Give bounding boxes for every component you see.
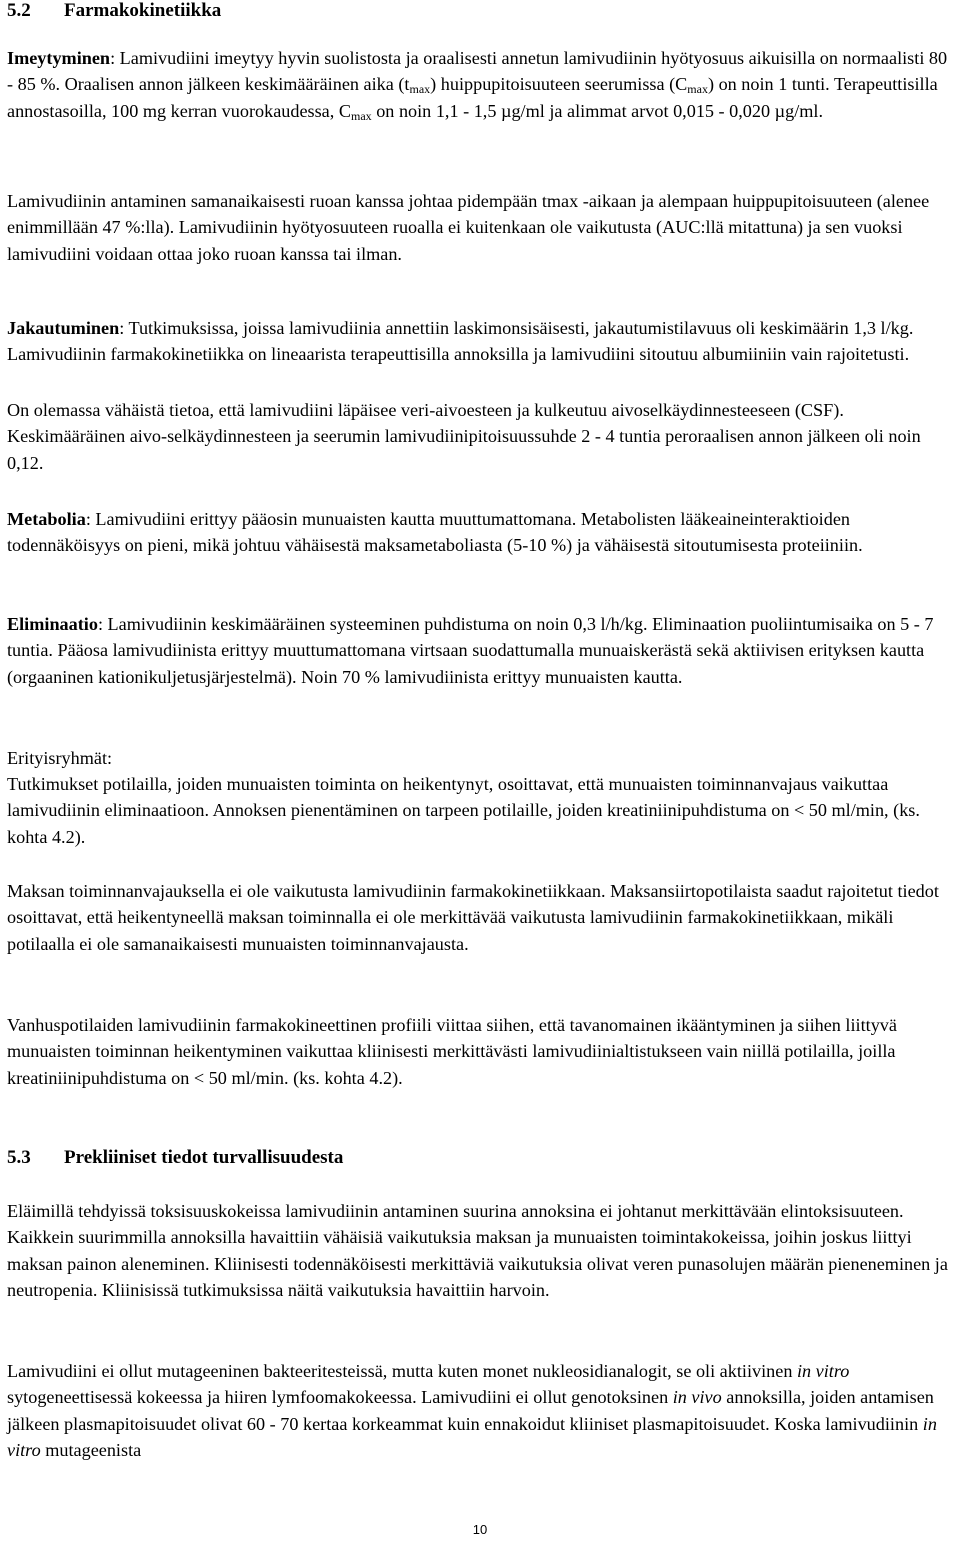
paragraph-imeytyminen: Imeytyminen: Lamivudiini imeytyy hyvin suolistosta ja oraalisesti annetun lamivudiinin hyötyosuus aikuisilla on normaalisti 80 - 85 %. Oraalisen annon jälkeen keskimääräinen aika $(t_{max})$ huippupitoisuuteen seerumissa $(C_{max})$ on noin 1 tunti. Terapeuttisilla annostasoilla, 100 mg kerran vuorokaudessa, $C_{max}$ on noin 1,1 - 1,5 µg/ml ja alimmat arvot 0,015 - 0,020 µg/ml. <box>7 48 948 123</box>
paragraph-jakautuminen: Jakautuminen: Tutkimuksissa, joissa lamivudiinia annettiin laskimonsisäisesti, jakautumistilavuus oli keskimäärin 1,3 l/kg. Lamivudiinin farmakokinetiikka on lineaarista terapeuttisilla annoksilla ja lamivudiini sitoutuu albumiiniin vain rajoitetusti. <box>7 318 914 365</box>
section-number: 5.3 <box>7 1147 31 1168</box>
term-imeytyminen: Imeytyminen <box>7 48 111 68</box>
page-number: 10 <box>472 1522 488 1537</box>
paragraph-ruoka: Lamivudiinin antaminen samanaikaisesti ruoan kanssa johtaa pidempään tmax -aikaan ja alempaan huippupitoisuuteen (alenee enimmillään 47 %:lla). Lamivudiinin hyötyosuuteen ruoalla ei kuitenkaan ole vaikutusta (AUC:llä mitattuna) ja sen vuoksi lamivudiini voidaan ottaa joko ruoan kanssa tai ilman. <box>7 191 930 264</box>
paragraph-mutageenisuus: Lamivudiini ei ollut mutageeninen bakteeritesteissä, mutta kuten monet nukleosidianalogit, se oli aktiivinen in vitro sytogeneettisessä kokeessa ja hiiren lymfoomakokeessa. Lamivudiini ei ollut genotoksinen in vivo annoksilla, joiden antamisen jälkeen plasmapitoisuudet olivat 60 - 70 kertaa korkeammat kuin ennakoidut kliiniset plasmapitoisuudet. Koska lamivudiinin in vitro mutageenista <box>7 1361 937 1461</box>
paragraph-maksa: Maksan toiminnanvajauksella ei ole vaikutusta lamivudiinin farmakokinetiikkaan. Maksansiirtopotilaista saadut rajoitetut tiedot osoittavat, että heikentyneellä maksan toiminnalla ei ole merkittävää vaikutusta lamivudiinin farmakokinetiikkaan, mikäli potilaalla ei ole samanaikaisesti munuaisten toiminnanvajausta. <box>7 881 939 954</box>
section-number: 5.2 <box>7 0 31 21</box>
section-title: Farmakokinetiikka <box>64 0 222 21</box>
paragraph-metabolia: Metabolia: Lamivudiini erittyy pääosin munuaisten kautta muuttumattomana. Metabolisten lääkeaineinteraktioiden todennäköisyys on pieni, mikä johtuu vähäisestä maksametaboliasta (5-10 %) ja vähäisestä sitoutumisesta proteiiniin. <box>7 509 863 556</box>
term-jakautuminen: Jakautuminen <box>7 318 120 338</box>
paragraph-vanhuspotilaat: Vanhuspotilaiden lamivudiinin farmakokineettinen profiili viittaa siihen, että tavanomainen ikääntyminen ja siihen liittyvä munuaisten toiminnan heikentyminen vaikuttaa kliinisesti merkittävästi lamivudiinialtistukseen vain niillä potilailla, joilla kreatiniinipuhdistuma on < 50 ml/min. (ks. kohta 4.2). <box>7 1015 897 1088</box>
term-metabolia: Metabolia <box>7 509 86 529</box>
paragraph-eliminaatio: Eliminaatio: Lamivudiinin keskimääräinen systeeminen puhdistuma on noin 0,3 l/h/kg. Eliminaation puoliintumisaika on 5 - 7 tuntia. Pääosa lamivudiinista erittyy muuttumattomana virtsaan suodattumalla munuaiskerästä sekä aktiivisen erityksen kautta (orgaaninen kationikuljetusjärjestelmä). Noin 70 % lamivudiinista erittyy munuaisten kautta. <box>7 614 934 687</box>
heading-erityisryhmat: Erityisryhmät: <box>7 748 113 768</box>
section-title: Prekliiniset tiedot turvallisuudesta <box>64 1147 344 1168</box>
paragraph-erityisryhmat: Tutkimukset potilailla, joiden munuaisten toiminta on heikentynyt, osoittavat, että munuaisten toiminnanvajaus vaikuttaa lamivudiinin eliminaatioon. Annoksen pienentäminen on tarpeen potilaille, joiden kreatiniinipuhdistuma on < 50 ml/min, (ks. kohta 4.2). <box>7 774 920 847</box>
paragraph-prekliininen: Eläimillä tehdyissä toksisuuskokeissa lamivudiinin antaminen suurina annoksina ei johtanut merkittävään elintoksisuuteen. Kaikkein suurimmilla annoksilla havaittiin vähäisiä vaikutuksia maksan ja munuaisten toimintakokeissa, joihin joskus liittyi maksan painon aleneminen. Kliinisesti todennäköisesti merkittäviä vaikutuksia olivat veren punasolujen määrän pieneneminen ja neutropenia. Kliinisissä tutkimuksissa näitä vaikutuksia havaittiin harvoin. <box>7 1201 948 1301</box>
paragraph-csf: On olemassa vähäistä tietoa, että lamivudiini läpäisee veri-aivoesteen ja kulkeutuu aivoselkäydinnesteeseen (CSF). Keskimääräinen aivo-selkäydinnesteen ja seerumin lamivudiinipitoisuussuhde 2 - 4 tuntia peroraalisen annon jälkeen oli noin 0,12. <box>7 400 921 473</box>
section-heading-5-3 <box>7 1145 343 1171</box>
section-heading-5-2 <box>7 0 221 24</box>
term-eliminaatio: Eliminaatio <box>7 614 98 634</box>
